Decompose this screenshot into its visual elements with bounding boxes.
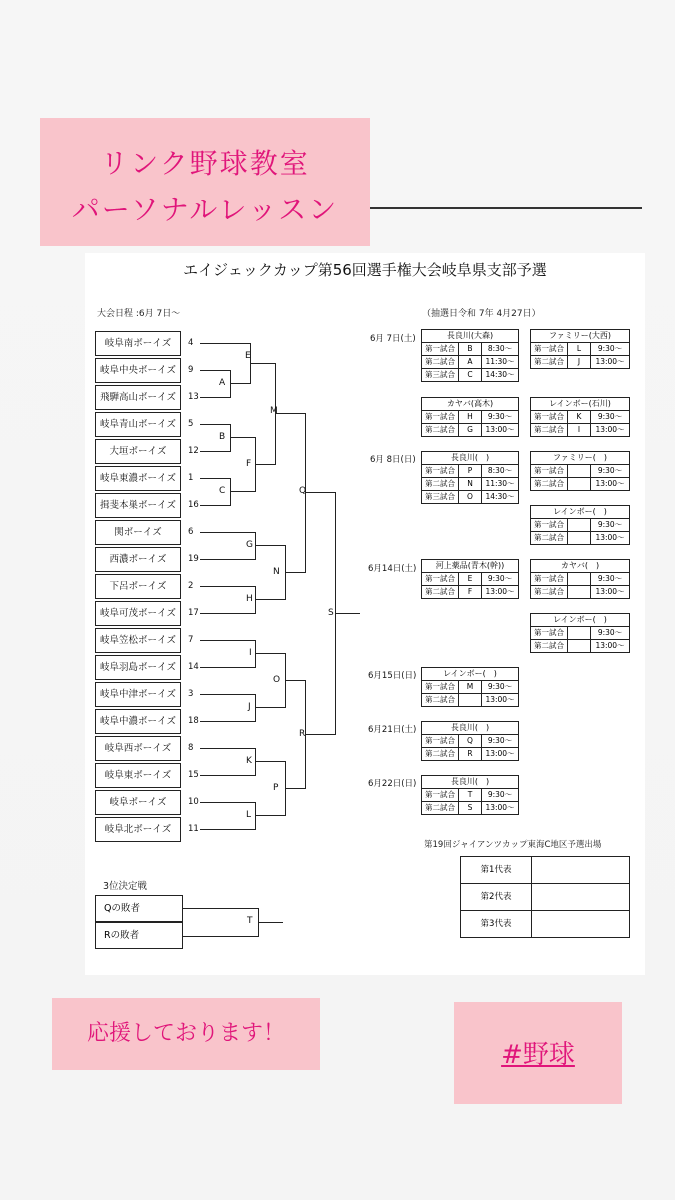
promo-title-line2: パーソナルレッスン <box>71 193 339 226</box>
node-E: E <box>245 351 251 361</box>
venue-name: カヤバ( ) <box>531 560 629 573</box>
date-0622: 6月22日(日) <box>368 779 417 789</box>
schedule-box <box>421 397 519 437</box>
team-seed: 17 <box>188 608 199 618</box>
game-row <box>531 356 629 368</box>
game-time: 13:00〜 <box>485 587 515 596</box>
game-time: 9:30〜 <box>597 574 623 583</box>
game-number: 第一試合 <box>531 343 568 355</box>
game-row <box>422 465 518 478</box>
game-code: S <box>459 802 482 814</box>
node-I: I <box>249 648 252 658</box>
game-row <box>422 789 518 802</box>
team-box: 岐阜東ボーイズ <box>95 763 181 788</box>
game-number: 第三試合 <box>422 369 459 381</box>
game-time: 13:00〜 <box>595 479 625 488</box>
schedule-box <box>421 667 519 707</box>
promo-title-box <box>40 118 370 246</box>
game-row <box>422 748 518 760</box>
game-code: P <box>459 465 482 477</box>
team-seed: 9 <box>188 365 194 375</box>
node-A: A <box>219 378 226 388</box>
team-box: 岐阜笠松ボーイズ <box>95 628 181 653</box>
schedule-box <box>421 451 519 504</box>
team-seed: 16 <box>188 500 199 510</box>
team-box: 岐阜ボーイズ <box>95 790 181 815</box>
game-number: 第一試合 <box>422 789 459 801</box>
game-number: 第一試合 <box>422 735 459 747</box>
game-time: 13:00〜 <box>485 695 515 704</box>
game-code: K <box>568 411 591 423</box>
third-place-team1: Qの敗者 <box>95 895 183 922</box>
game-row <box>531 519 629 532</box>
rep-row-1: 第1代表 <box>461 857 532 883</box>
team-seed: 10 <box>188 797 199 807</box>
game-row <box>422 491 518 503</box>
schedule-box <box>530 329 630 369</box>
game-time: 9:30〜 <box>487 412 513 421</box>
team-seed: 7 <box>188 635 194 645</box>
schedule-box <box>530 451 630 491</box>
game-row <box>531 627 629 640</box>
team-box: 岐阜中濃ボーイズ <box>95 709 181 734</box>
rep-row-3: 第3代表 <box>461 911 532 937</box>
game-number: 第一試合 <box>531 573 568 585</box>
game-time: 13:00〜 <box>595 533 625 542</box>
team-box: 岐阜西ボーイズ <box>95 736 181 761</box>
game-code <box>568 465 591 477</box>
game-row <box>422 735 518 748</box>
game-time: 13:00〜 <box>595 357 625 366</box>
game-code: C <box>459 369 482 381</box>
game-number: 第二試合 <box>531 586 568 598</box>
game-time: 13:00〜 <box>595 641 625 650</box>
node-J: J <box>248 702 251 712</box>
date-0608: 6月 8日(日) <box>370 455 416 465</box>
game-time: 9:30〜 <box>487 790 513 799</box>
game-row <box>531 343 629 356</box>
game-code: E <box>459 573 482 585</box>
team-box: 岐阜東濃ボーイズ <box>95 466 181 491</box>
team-box: 下呂ボーイズ <box>95 574 181 599</box>
promo-title-line1: リンク野球教室 <box>100 147 310 180</box>
game-number: 第二試合 <box>422 478 459 490</box>
game-code <box>568 586 591 598</box>
game-row <box>531 573 629 586</box>
team-box: 飛騨高山ボーイズ <box>95 385 181 410</box>
team-seed: 18 <box>188 716 199 726</box>
team-seed: 12 <box>188 446 199 456</box>
game-code <box>568 532 591 544</box>
team-seed: 14 <box>188 662 199 672</box>
third-place-team2: Rの敗者 <box>95 922 183 949</box>
game-code: H <box>459 411 482 423</box>
game-code: I <box>568 424 591 436</box>
game-time: 9:30〜 <box>597 466 623 475</box>
game-number: 第二試合 <box>422 586 459 598</box>
game-number: 第二試合 <box>422 356 459 368</box>
game-number: 第一試合 <box>531 519 568 531</box>
node-F: F <box>246 459 252 469</box>
game-code: R <box>459 748 482 760</box>
draw-date: （抽選日令和 7年 4月27日） <box>422 309 541 319</box>
node-C: C <box>219 486 226 496</box>
game-number: 第二試合 <box>531 640 568 652</box>
game-code: N <box>459 478 482 490</box>
game-time: 14:30〜 <box>485 492 515 501</box>
venue-name: 長良川( ) <box>422 452 518 465</box>
game-row <box>422 586 518 598</box>
schedule-box <box>530 613 630 653</box>
game-number: 第二試合 <box>531 532 568 544</box>
game-time: 11:30〜 <box>485 479 515 488</box>
node-N: N <box>273 567 280 577</box>
game-number: 第二試合 <box>531 478 568 490</box>
game-time: 9:30〜 <box>597 628 623 637</box>
third-place-label: 3位決定戦 <box>103 881 148 892</box>
game-code: F <box>459 586 482 598</box>
venue-name: ファミリー( ) <box>531 452 629 465</box>
game-number: 第二試合 <box>531 356 568 368</box>
schedule-box <box>421 721 519 761</box>
node-H: H <box>246 594 253 604</box>
game-time: 13:00〜 <box>485 425 515 434</box>
venue-name: レインボー( ) <box>531 614 629 627</box>
game-code: G <box>459 424 482 436</box>
game-code <box>568 478 591 490</box>
game-code <box>568 640 591 652</box>
game-number: 第一試合 <box>422 573 459 585</box>
schedule-box <box>421 775 519 815</box>
game-number: 第二試合 <box>422 424 459 436</box>
game-time: 9:30〜 <box>487 574 513 583</box>
team-seed: 2 <box>188 581 194 591</box>
team-seed: 6 <box>188 527 194 537</box>
game-number: 第一試合 <box>531 627 568 639</box>
game-number: 第二試合 <box>422 802 459 814</box>
team-seed: 15 <box>188 770 199 780</box>
node-O: O <box>273 675 281 685</box>
game-row <box>531 640 629 652</box>
game-row <box>531 586 629 598</box>
venue-name: 長良川( ) <box>422 722 518 735</box>
team-box: 岐阜北ボーイズ <box>95 817 181 842</box>
representatives-table <box>460 856 630 938</box>
schedule-label: 大会日程 :6月 7日〜 <box>97 309 181 319</box>
game-code: Q <box>459 735 482 747</box>
game-number: 第三試合 <box>422 491 459 503</box>
cheer-text: 応援しております！ <box>86 1021 285 1046</box>
game-code: A <box>459 356 482 368</box>
rep-row-2: 第2代表 <box>461 884 532 910</box>
team-box: 岐阜羽島ボーイズ <box>95 655 181 680</box>
hashtag-box <box>454 1002 622 1104</box>
venue-name: カヤバ(高木) <box>422 398 518 411</box>
game-number: 第一試合 <box>422 465 459 477</box>
game-row <box>531 424 629 436</box>
game-row <box>422 343 518 356</box>
node-P: P <box>273 783 279 793</box>
node-S: S <box>328 608 334 618</box>
game-time: 13:00〜 <box>485 749 515 758</box>
node-R: R <box>299 729 306 739</box>
game-time: 8:30〜 <box>487 344 513 353</box>
game-row <box>422 573 518 586</box>
team-box: 揖斐本巣ボーイズ <box>95 493 181 518</box>
venue-name: 長良川( ) <box>422 776 518 789</box>
date-0621: 6月21日(土) <box>368 725 417 735</box>
game-time: 9:30〜 <box>487 736 513 745</box>
venue-name: 河上薬品(青木(幹)) <box>422 560 518 573</box>
game-time: 11:30〜 <box>485 357 515 366</box>
team-box: 岐阜可茂ボーイズ <box>95 601 181 626</box>
team-seed: 5 <box>188 419 194 429</box>
game-row <box>422 411 518 424</box>
team-seed: 8 <box>188 743 194 753</box>
team-seed: 13 <box>188 392 199 402</box>
team-seed: 1 <box>188 473 194 483</box>
node-G: G <box>246 540 253 550</box>
team-seed: 11 <box>188 824 199 834</box>
venue-name: ファミリー(大西) <box>531 330 629 343</box>
game-time: 9:30〜 <box>597 412 623 421</box>
team-box: 岐阜青山ボーイズ <box>95 412 181 437</box>
game-number: 第二試合 <box>422 748 459 760</box>
game-row <box>422 478 518 491</box>
game-code: T <box>459 789 482 801</box>
game-number: 第一試合 <box>422 681 459 693</box>
game-number: 第一試合 <box>531 411 568 423</box>
game-row <box>422 694 518 706</box>
game-row <box>531 411 629 424</box>
game-number: 第一試合 <box>422 411 459 423</box>
game-code: B <box>459 343 482 355</box>
game-time: 14:30〜 <box>485 370 515 379</box>
team-seed: 19 <box>188 554 199 564</box>
game-row <box>422 369 518 381</box>
game-row <box>422 356 518 369</box>
team-seed: 3 <box>188 689 194 699</box>
game-code: M <box>459 681 482 693</box>
venue-name: レインボー(石川) <box>531 398 629 411</box>
game-code: L <box>568 343 591 355</box>
schedule-box <box>530 397 630 437</box>
tournament-heading: エイジェックカップ第56回選手権大会岐阜県支部予選 <box>183 261 547 279</box>
date-0614: 6月14日(土) <box>368 564 417 574</box>
game-number: 第一試合 <box>531 465 568 477</box>
node-Q: Q <box>299 486 307 496</box>
game-row <box>531 478 629 490</box>
game-row <box>422 681 518 694</box>
game-time: 13:00〜 <box>595 425 625 434</box>
node-M: M <box>270 406 278 416</box>
divider-line <box>370 207 642 209</box>
game-code <box>568 627 591 639</box>
venue-name: レインボー( ) <box>531 506 629 519</box>
date-0615: 6月15日(日) <box>368 671 417 681</box>
game-number: 第二試合 <box>422 694 459 706</box>
venue-name: 長良川(大森) <box>422 330 518 343</box>
game-code: O <box>459 491 482 503</box>
game-time: 9:30〜 <box>597 344 623 353</box>
game-code: J <box>568 356 591 368</box>
node-K: K <box>246 756 252 766</box>
game-code <box>568 573 591 585</box>
game-code <box>568 519 591 531</box>
team-seed: 4 <box>188 338 194 348</box>
node-B: B <box>219 432 226 442</box>
game-time: 13:00〜 <box>485 803 515 812</box>
game-time: 13:00〜 <box>595 587 625 596</box>
game-row <box>531 532 629 544</box>
cheer-box <box>52 998 320 1070</box>
game-time: 8:30〜 <box>487 466 513 475</box>
node-L: L <box>246 810 252 820</box>
hashtag-link[interactable]: #野球 <box>501 1040 575 1070</box>
date-0607: 6月 7日(土) <box>370 334 416 344</box>
game-number: 第二試合 <box>531 424 568 436</box>
schedule-box <box>421 329 519 382</box>
schedule-box <box>421 559 519 599</box>
game-row <box>422 424 518 436</box>
game-number: 第一試合 <box>422 343 459 355</box>
team-box: 関ボーイズ <box>95 520 181 545</box>
team-box: 大垣ボーイズ <box>95 439 181 464</box>
game-code <box>459 694 482 706</box>
team-box: 岐阜南ボーイズ <box>95 331 181 356</box>
node-T: T <box>247 916 253 926</box>
schedule-box <box>530 559 630 599</box>
game-row <box>531 465 629 478</box>
game-time: 9:30〜 <box>597 520 623 529</box>
schedule-box <box>530 505 630 545</box>
representatives-caption: 第19回ジャイアンツカップ東海C地区予選出場 <box>424 840 602 850</box>
team-box: 岐阜中津ボーイズ <box>95 682 181 707</box>
team-box: 西濃ボーイズ <box>95 547 181 572</box>
team-box: 岐阜中央ボーイズ <box>95 358 181 383</box>
game-time: 9:30〜 <box>487 682 513 691</box>
venue-name: レインボー( ) <box>422 668 518 681</box>
game-row <box>422 802 518 814</box>
